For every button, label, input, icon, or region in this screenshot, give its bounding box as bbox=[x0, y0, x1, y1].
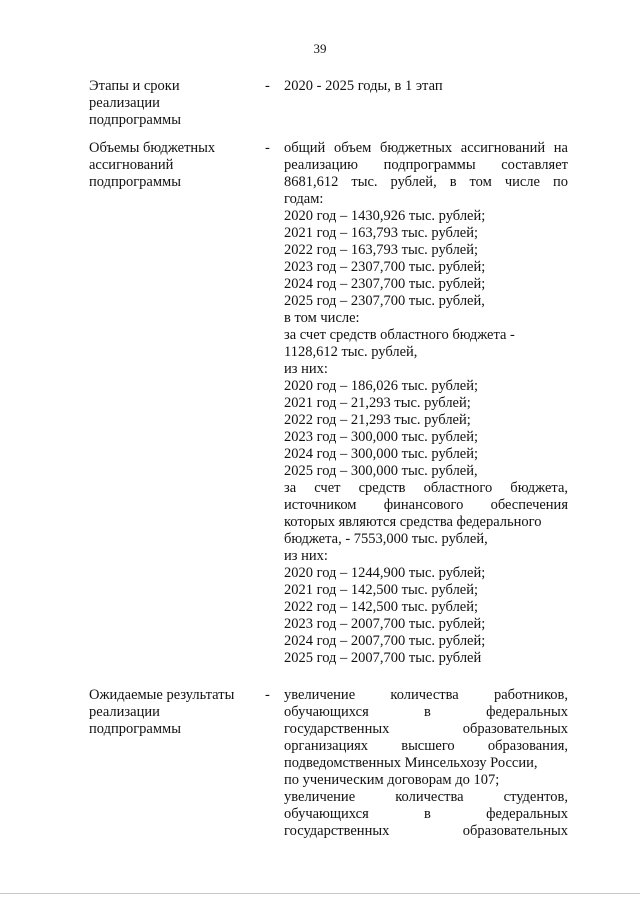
text-line: 2021 год – 163,793 тыс. рублей; bbox=[284, 225, 479, 241]
text-line: обучающихся в федеральных bbox=[284, 704, 568, 720]
text-line: 2022 год – 142,500 тыс. рублей; bbox=[284, 599, 479, 615]
text-line: 2024 год – 300,000 тыс. рублей; bbox=[284, 446, 479, 462]
text-line: государственных образовательных bbox=[284, 721, 568, 737]
results-value bbox=[284, 687, 568, 840]
bottom-rule bbox=[0, 893, 640, 894]
text-line: государственных образовательных bbox=[284, 823, 568, 839]
text-line: увеличение количества работников, bbox=[284, 687, 568, 703]
text-line: 2025 год – 300,000 тыс. рублей, bbox=[284, 463, 478, 479]
text-line: 2022 год – 163,793 тыс. рублей; bbox=[284, 242, 479, 258]
text-line: 2020 - 2025 годы, в 1 этап bbox=[284, 78, 443, 94]
results-label: Ожидаемые результаты реализации подпрограммы bbox=[89, 687, 235, 737]
text-line: 2020 год – 186,026 тыс. рублей; bbox=[284, 378, 479, 394]
text-line: 2023 год – 2307,700 тыс. рублей; bbox=[284, 259, 486, 275]
budget-label: Объемы бюджетных ассигнований подпрограммы bbox=[89, 140, 216, 190]
text-line: в том числе: bbox=[284, 310, 360, 326]
text-line: 2020 год – 1430,926 тыс. рублей; bbox=[284, 208, 486, 224]
text-line: общий объем бюджетных ассигнований на bbox=[284, 140, 568, 156]
stages-label: Этапы и сроки реализации подпрограммы bbox=[89, 78, 181, 128]
text-line: 2021 год – 21,293 тыс. рублей; bbox=[284, 395, 471, 411]
text-line: 2025 год – 2307,700 тыс. рублей, bbox=[284, 293, 485, 309]
text-line: за счет средств областного бюджета, bbox=[284, 480, 568, 496]
text-line: 2025 год – 2007,700 тыс. рублей bbox=[284, 650, 482, 666]
text-line: 2024 год – 2307,700 тыс. рублей; bbox=[284, 276, 486, 292]
text-line: обучающихся в федеральных bbox=[284, 806, 568, 822]
budget-value bbox=[284, 140, 568, 667]
text-line: бюджета, - 7553,000 тыс. рублей, bbox=[284, 531, 488, 547]
text-line: 2022 год – 21,293 тыс. рублей; bbox=[284, 412, 471, 428]
text-line: подведомственных Минсельхозу России, bbox=[284, 755, 538, 771]
text-line: организациях высшего образования, bbox=[284, 738, 568, 754]
text-line: реализацию подпрограммы составляет bbox=[284, 157, 568, 173]
text-line: 2021 год – 142,500 тыс. рублей; bbox=[284, 582, 479, 598]
text-line: за счет средств областного бюджета - bbox=[284, 327, 515, 343]
text-line: источником финансового обеспечения bbox=[284, 497, 568, 513]
row-dash: - bbox=[265, 140, 270, 156]
text-line: 1128,612 тыс. рублей, bbox=[284, 344, 418, 360]
text-line: которых являются средства федерального bbox=[284, 514, 542, 530]
text-line: 8681,612 тыс. рублей, в том числе по bbox=[284, 174, 568, 190]
stages-value bbox=[284, 78, 568, 95]
text-line: по ученическим договорам до 107; bbox=[284, 772, 500, 788]
text-line: из них: bbox=[284, 361, 328, 377]
text-line: 2023 год – 300,000 тыс. рублей; bbox=[284, 429, 479, 445]
text-line: 2024 год – 2007,700 тыс. рублей; bbox=[284, 633, 486, 649]
text-line: увеличение количества студентов, bbox=[284, 789, 568, 805]
text-line: из них: bbox=[284, 548, 328, 564]
text-line: 2023 год – 2007,700 тыс. рублей; bbox=[284, 616, 486, 632]
row-dash: - bbox=[265, 687, 270, 703]
text-line: годам: bbox=[284, 191, 324, 207]
text-line: 2020 год – 1244,900 тыс. рублей; bbox=[284, 565, 486, 581]
row-dash: - bbox=[265, 78, 270, 94]
page-number: 39 bbox=[313, 41, 327, 56]
